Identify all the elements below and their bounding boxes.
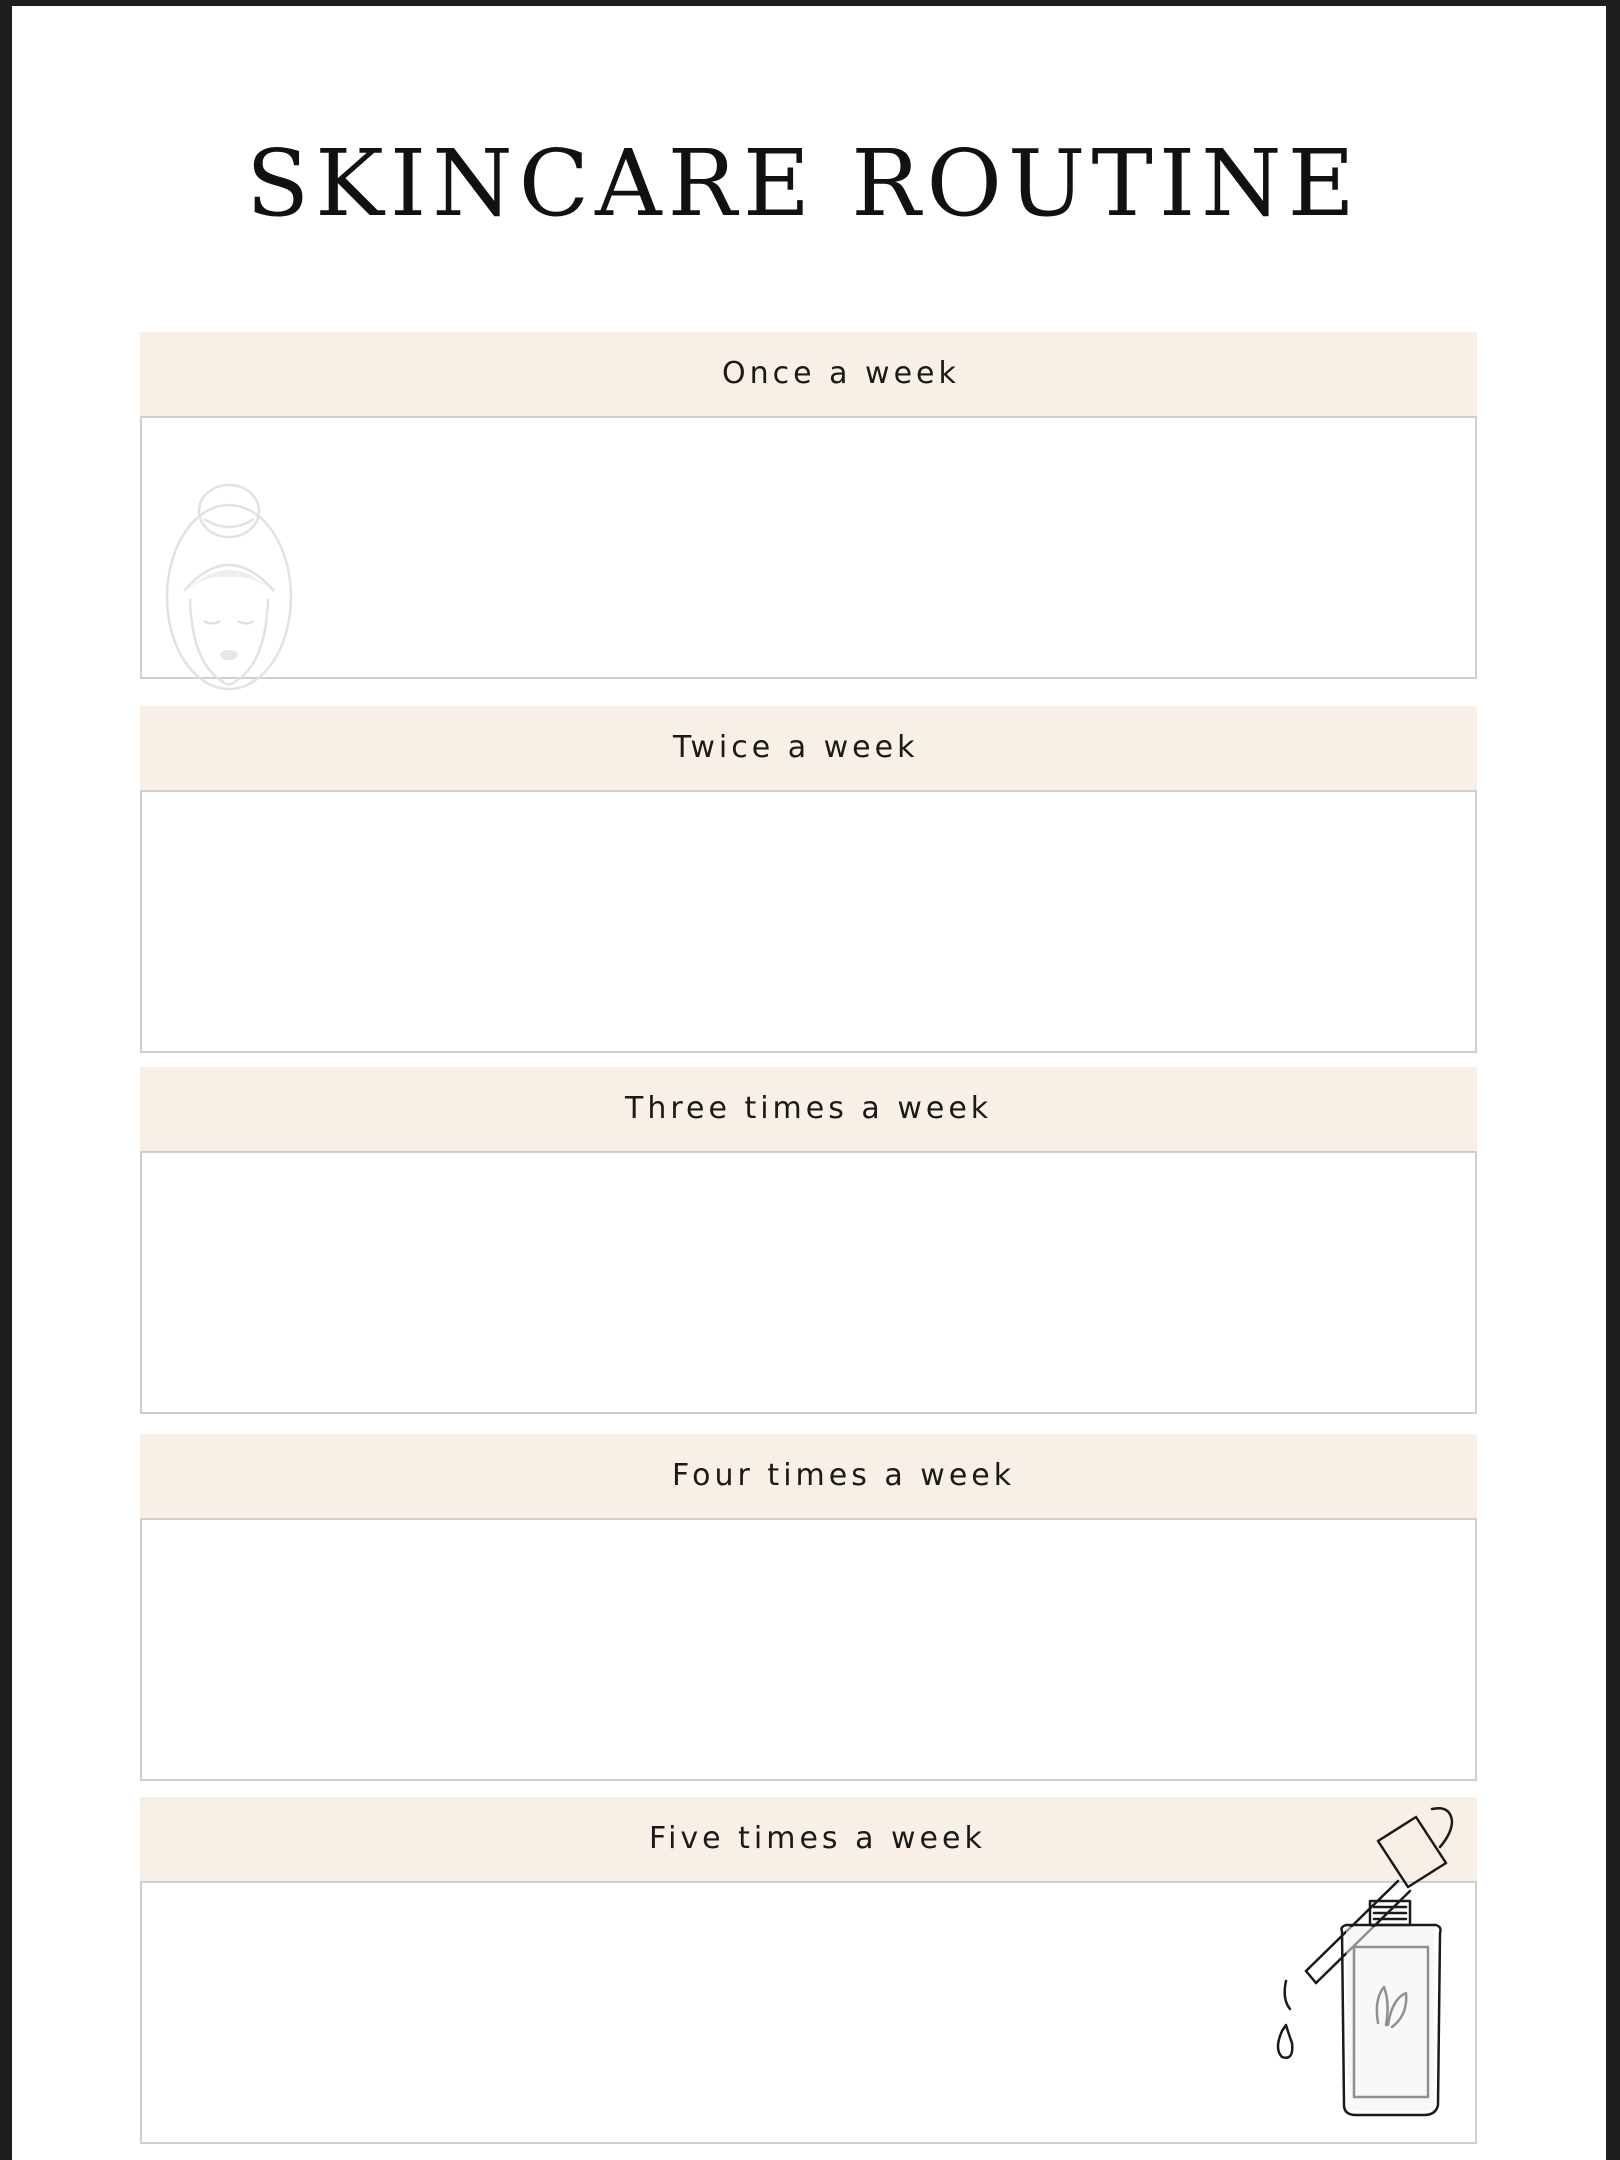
section-writing-box[interactable] <box>140 1518 1477 1781</box>
section-label: Five times a week <box>649 1821 986 1856</box>
section-header <box>140 332 1477 416</box>
section-label: Three times a week <box>625 1091 993 1126</box>
section-label: Once a week <box>722 356 960 391</box>
face-towel-illustration-icon <box>154 479 304 691</box>
section-header <box>140 1067 1477 1151</box>
page-title: SKINCARE ROUTINE <box>246 130 1361 237</box>
section-header <box>140 1434 1477 1518</box>
section-writing-box[interactable] <box>140 790 1477 1053</box>
serum-dropper-bottle-icon <box>1274 1803 1474 2123</box>
section-header <box>140 706 1477 790</box>
section-writing-box[interactable] <box>140 1151 1477 1414</box>
planner-page <box>12 6 1606 2160</box>
section-writing-box[interactable] <box>140 416 1477 679</box>
section-label: Twice a week <box>673 730 919 765</box>
section-label: Four times a week <box>672 1458 1016 1493</box>
